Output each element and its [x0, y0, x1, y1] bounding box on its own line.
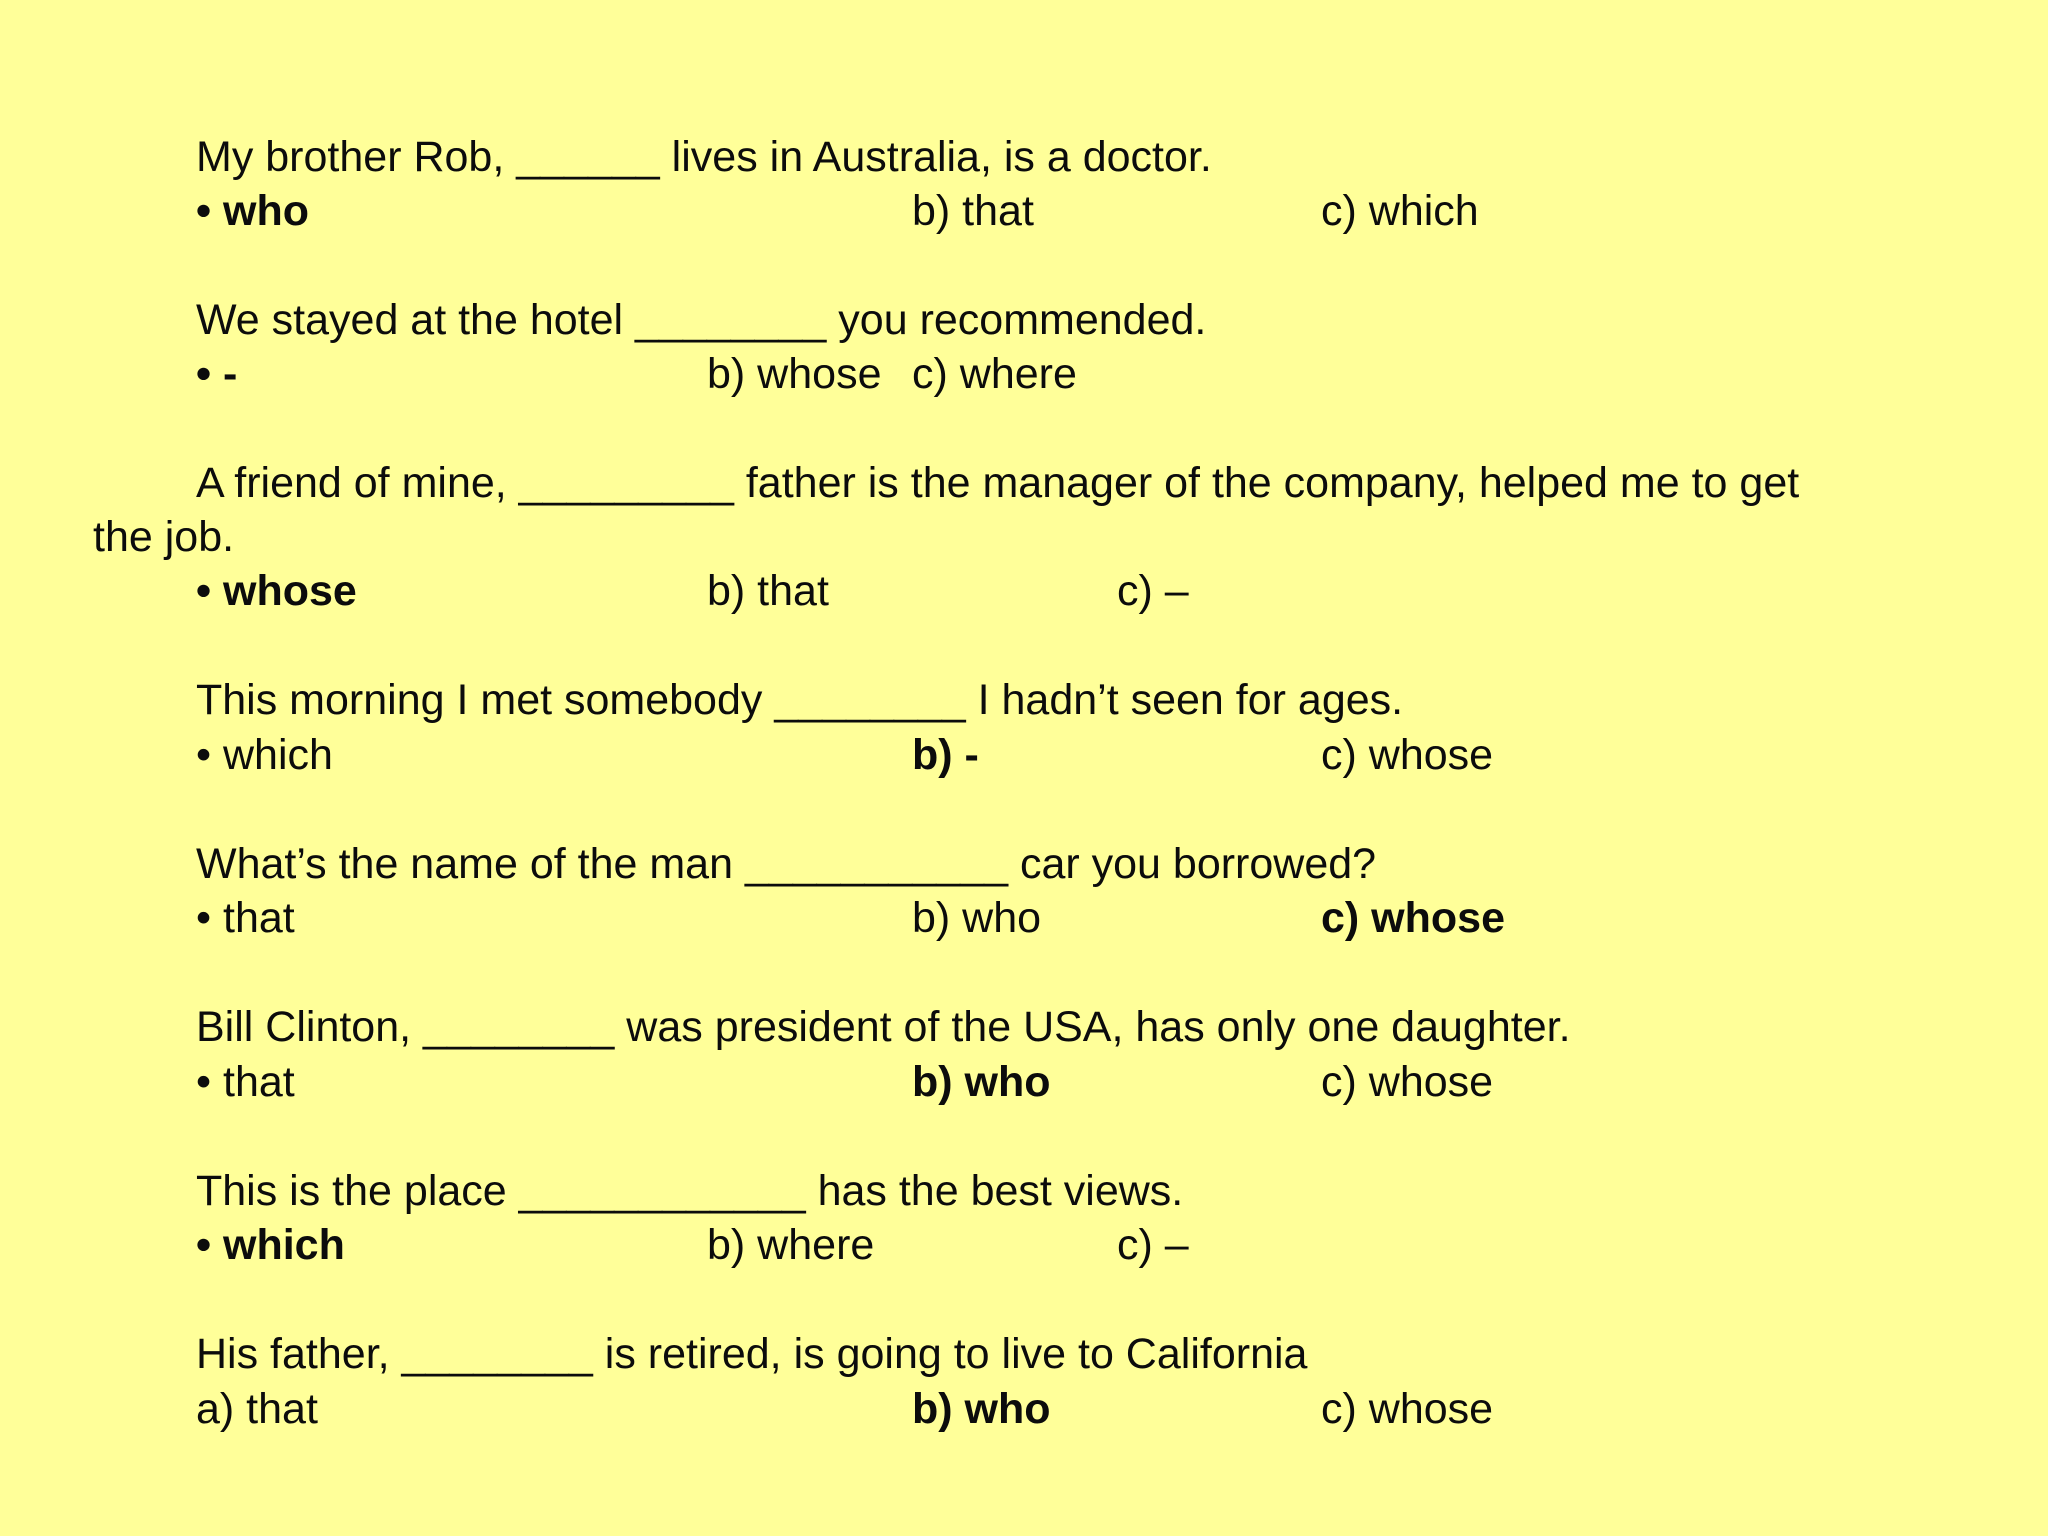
question-6-option-a: • that [196, 1058, 295, 1106]
question-5-option-b: b) who [912, 894, 1042, 942]
question-8-option-a: a) that [196, 1385, 318, 1433]
question-5-text: What’s the name of the man ___________ car you borrowed? [196, 840, 1377, 888]
question-6-option-b: b) who [912, 1058, 1051, 1106]
question-8-option-b: b) who [912, 1385, 1051, 1433]
question-4-text: This morning I met somebody ________ I hadn’t seen for ages. [196, 676, 1404, 724]
question-7-option-c: c) – [1117, 1221, 1189, 1269]
question-6-option-c: c) whose [1321, 1058, 1494, 1106]
question-1-option-c: c) which [1321, 187, 1479, 235]
question-3-option-b: b) that [707, 567, 829, 615]
question-3-option-c: c) – [1117, 567, 1189, 615]
question-5-option-a: • that [196, 894, 295, 942]
question-4-option-b: b) - [912, 731, 979, 779]
question-6-text: Bill Clinton, ________ was president of the USA, has only one daughter. [196, 1003, 1571, 1051]
question-1-option-b: b) that [912, 187, 1034, 235]
question-7-option-a: • which [196, 1221, 345, 1269]
question-4-option-a: • which [196, 731, 333, 779]
question-7-option-b: b) where [707, 1221, 875, 1269]
question-8-text: His father, ________ is retired, is going to live to California [196, 1330, 1308, 1378]
question-1-option-a: • who [196, 187, 309, 235]
question-3-text: A friend of mine, _________ father is the manager of the company, helped me to get [196, 459, 1800, 507]
question-3-text-continued: the job. [93, 513, 235, 561]
question-7-text: This is the place ____________ has the best views. [196, 1167, 1184, 1215]
question-8-option-c: c) whose [1321, 1385, 1494, 1433]
question-4-option-c: c) whose [1321, 731, 1494, 779]
question-5-option-c: c) whose [1321, 894, 1505, 942]
question-2-option-b: b) whose [707, 350, 882, 398]
question-2-text: We stayed at the hotel ________ you recommended. [196, 296, 1207, 344]
question-1-text: My brother Rob, ______ lives in Australia, is a doctor. [196, 133, 1212, 181]
question-2-option-a: • - [196, 350, 238, 398]
question-2-option-c: c) where [912, 350, 1077, 398]
question-3-option-a: • whose [196, 567, 357, 615]
